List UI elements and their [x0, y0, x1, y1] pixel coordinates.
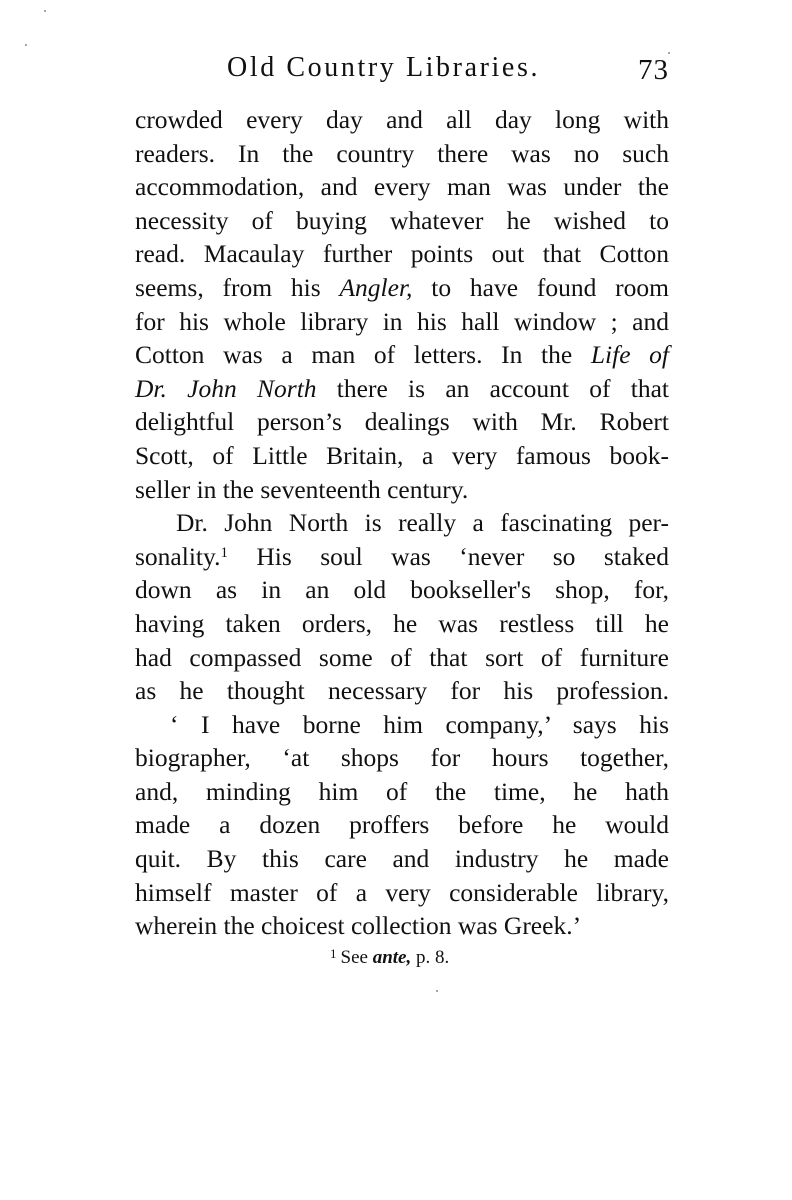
text-line: delightful person’s dealings with Mr. Robert — [135, 407, 669, 437]
body-text — [135, 103, 669, 943]
text-line: seller in the seventeenth century. — [135, 474, 469, 504]
running-title: Old Country Libraries. — [227, 52, 541, 83]
text-line: had compassed some of that sort of furniture — [135, 642, 669, 672]
footnote-prefix: See — [340, 947, 373, 968]
scan-speck — [44, 10, 46, 12]
scan-speck — [436, 990, 438, 992]
text-line: ‘ I have borne him company,’ says his — [170, 709, 669, 739]
text-line: Dr. John North there is an account of that — [135, 373, 669, 403]
text-line: readers. In the country there was no such — [135, 138, 669, 168]
footnote-italic: ante, — [372, 947, 412, 968]
text-line: sonality.$^1$ His soul was ‘never so staked — [135, 541, 669, 571]
footnote-reference: 1 — [220, 544, 228, 561]
text-line: crowded every day and all day long with — [135, 105, 669, 134]
text-line: down as in an old bookseller's shop, for, — [135, 575, 669, 605]
text-line: seems, from his Angler, to have found room — [135, 272, 669, 302]
text-line: himself master of a very considerable library, — [135, 877, 669, 907]
text-line: necessity of buying whatever he wished to — [135, 205, 669, 235]
page-number: 73 — [638, 54, 669, 86]
text-line: accommodation, and every man was under the — [135, 172, 669, 202]
italic-title: Dr. John North — [135, 373, 317, 403]
text-line: made a dozen proffers before he would — [135, 810, 669, 840]
text-line: wherein the choicest collection was Greek.’ — [135, 911, 582, 941]
italic-title: Angler, — [339, 272, 413, 302]
footnote — [330, 946, 449, 969]
text-line: as he thought necessary for his profession. — [135, 676, 669, 706]
footnote-suffix: p. 8. — [411, 947, 450, 968]
text-line: Scott, of Little Britain, a very famous book- — [135, 440, 669, 470]
scan-speck — [25, 44, 27, 46]
running-head — [135, 52, 669, 92]
text-line: having taken orders, he was restless till he — [135, 608, 669, 638]
italic-title: Life of — [590, 340, 669, 370]
text-line: for his whole library in his hall window ; and — [135, 306, 669, 336]
text-line: biographer, ‘at shops for hours together, — [135, 743, 669, 773]
scan-speck — [668, 52, 670, 54]
text-line: Dr. John North is really a fascinating per- — [176, 508, 669, 538]
text-line: quit. By this care and industry he made — [135, 844, 669, 874]
text-line: Cotton was a man of letters. In the Life of — [135, 340, 669, 370]
footnote-marker: 1 — [330, 946, 337, 961]
text-line: and, minding him of the time, he hath — [135, 776, 669, 806]
text-line: read. Macaulay further points out that Cotton — [135, 239, 669, 269]
